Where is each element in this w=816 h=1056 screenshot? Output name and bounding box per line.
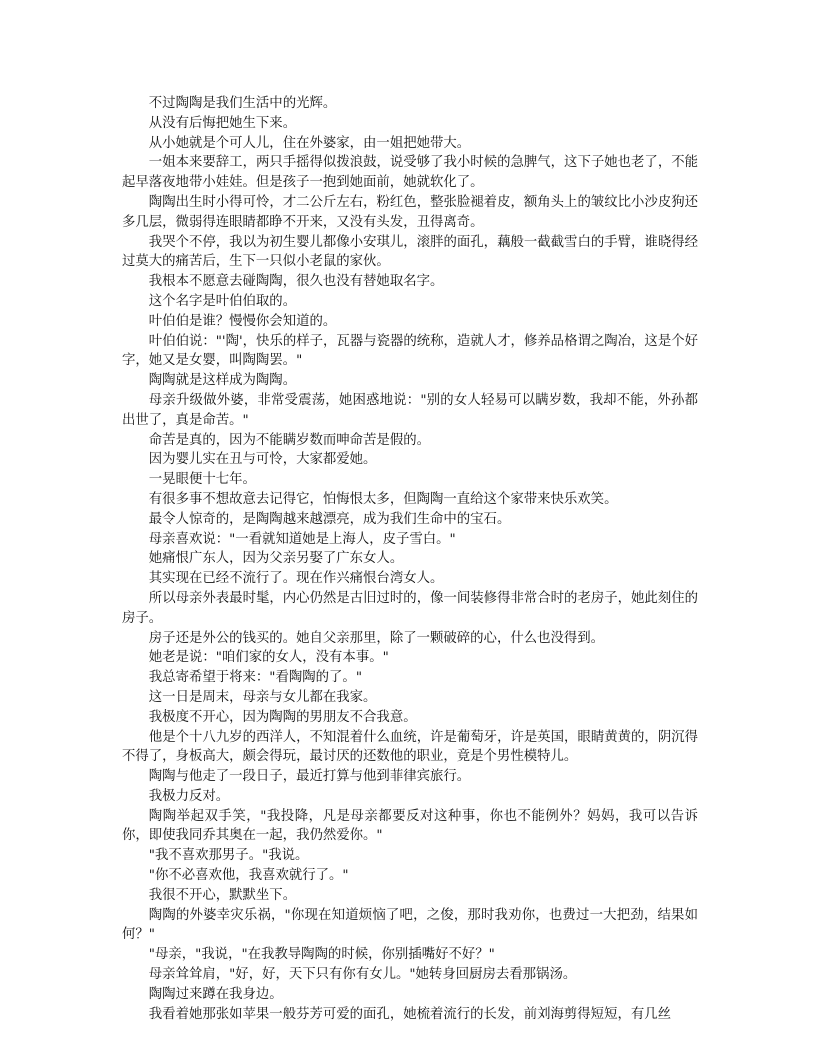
paragraph: 我很不开心，默默坐下。: [148, 887, 297, 903]
paragraph: 陶陶过来蹲在我身边。: [148, 986, 283, 1002]
paragraph: 叶伯伯说："'陶'，快乐的样子，瓦器与瓷器的统称，造就人才，修养品格谓之陶冶，这是个好字，她又是女婴，叫陶陶罢。": [122, 333, 698, 369]
paragraph: 所以母亲外表最时髦，内心仍然是古旧过时的，像一间装修得非常合时的老房子，她此刻住的房子。: [122, 590, 698, 626]
paragraph: 我极度不开心，因为陶陶的男朋友不合我意。: [148, 709, 417, 725]
paragraph: 我极力反对。: [148, 788, 230, 804]
paragraph: 从小她就是个可人儿，住在外婆家，由一姐把她带大。: [148, 135, 471, 151]
paragraph: 陶陶的外婆幸灾乐祸，"你现在知道烦恼了吧，之俊，那时我劝你，也费过一大把劲，结果如何？": [122, 907, 698, 943]
paragraph: 我总寄希望于将来："看陶陶的了。": [148, 670, 362, 686]
paragraph: 陶陶与他走了一段日子，最近打算与他到菲律宾旅行。: [148, 769, 471, 785]
paragraph: 陶陶举起双手笑，"我投降，凡是母亲都要反对这种事，你也不能例外？妈妈，我可以告诉你，即使我同乔其奥在一起，我仍然爱你。": [122, 808, 698, 844]
paragraph: 母亲喜欢说："一看就知道她是上海人，皮子雪白。": [148, 531, 456, 547]
paragraph: 最令人惊奇的，是陶陶越来越漂亮，成为我们生命中的宝石。: [148, 511, 511, 527]
paragraph: "我不喜欢那男子。"我说。: [148, 848, 309, 864]
paragraph: 一晃眼便十七年。: [148, 472, 256, 488]
paragraph: 这一日是周末，母亲与女儿都在我家。: [148, 689, 377, 705]
paragraph: 其实现在已经不流行了。现在作兴痛恨台湾女人。: [148, 571, 444, 587]
paragraph: 她痛恨广东人，因为父亲另娶了广东女人。: [148, 551, 404, 567]
paragraph: 陶陶出生时小得可怜，才二公斤左右，粉红色，整张脸褪着皮，额角头上的皱纹比小沙皮狗还多几层，微弱得连眼睛都睁不开来，又没有头发，丑得离奇。: [122, 194, 698, 230]
paragraph: 她老是说："咱们家的女人，没有本事。": [148, 650, 389, 666]
paragraph: 我看着她那张如苹果一般芬芳可爱的面孔，她梳着流行的长发，前刘海剪得短短，有几丝: [148, 1006, 672, 1022]
paragraph: 因为婴儿实在丑与可怜，大家都爱她。: [148, 452, 377, 468]
paragraph: 母亲升级做外婆，非常受震荡，她困惑地说："别的女人轻易可以瞒岁数，我却不能，外孙都出世了，真是命苦。": [122, 392, 698, 428]
paragraph: "你不必喜欢他，我喜欢就行了。": [148, 868, 349, 884]
paragraph: 房子还是外公的钱买的。她自父亲那里，除了一颗破碎的心，什么也没得到。: [148, 630, 605, 646]
paragraph: 这个名字是叶伯伯取的。: [148, 293, 297, 309]
paragraph: 不过陶陶是我们生活中的光辉。: [148, 96, 337, 111]
paragraph: 一姐本来要辞工，两只手摇得似拨浪鼓，说受够了我小时候的急脾气，这下子她也老了，不能起早落夜地带小娃娃。但是孩子一抱到她面前，她就软化了。: [122, 155, 698, 191]
paragraph: 我哭个不停，我以为初生婴儿都像小安琪儿，滚胖的面孔，藕般一截截雪白的手臂，谁晓得经过莫大的痛苦后，生下一只似小老鼠的家伙。: [122, 234, 698, 270]
paragraph: 叶伯伯是谁？慢慢你会知道的。: [148, 313, 337, 329]
document-page: [122, 94, 698, 1024]
paragraph: 母亲耸耸肩，"好，好，天下只有你有女儿。"她转身回厨房去看那锅汤。: [148, 967, 577, 983]
paragraph: 命苦是真的，因为不能瞒岁数而呻命苦是假的。: [148, 432, 430, 448]
paragraph: 有很多事不想故意去记得它，怕悔恨太多，但陶陶一直给这个家带来快乐欢笑。: [148, 491, 618, 507]
paragraph: 陶陶就是这样成为陶陶。: [148, 373, 297, 389]
paragraph: 从没有后悔把她生下来。: [148, 115, 297, 131]
paragraph: 我根本不愿意去碰陶陶，很久也没有替她取名字。: [148, 274, 444, 290]
paragraph: 他是个十八九岁的西洋人，不知混着什么血统，许是葡萄牙，许是英国，眼睛黄黄的，阴沉得不得了，身板高大，颇会得玩，最讨厌的还数他的职业，竟是个男性模特儿。: [122, 729, 698, 765]
paragraph: "母亲，"我说，"在我教导陶陶的时候，你别插嘴好不好？": [148, 947, 495, 963]
